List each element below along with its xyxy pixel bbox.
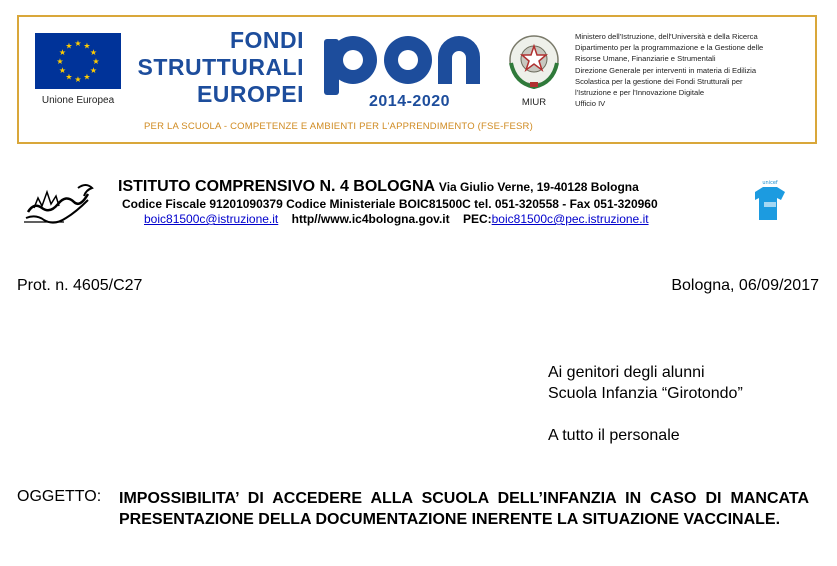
svg-text:★: ★: [83, 41, 91, 51]
ministry-line: Risorse Umane, Finanziarie e Strumentali: [575, 54, 716, 64]
svg-text:★: ★: [65, 72, 73, 82]
ministry-line: Dipartimento per la programmazione e la Gestione delle: [575, 43, 764, 53]
svg-text:★: ★: [58, 66, 67, 75]
subject-label: OGGETTO:: [17, 488, 102, 505]
ministry-line: l'Istruzione e per l'Innovazione Digitale: [575, 88, 705, 98]
school-codes: Codice Fiscale 91201090379 Codice Ministeriale BOIC81500C tel. 051-320558 - Fax 051-320960: [122, 197, 658, 211]
protocol-number: Prot. n. 4605/C27: [17, 277, 143, 294]
school-address: Via Giulio Verne, 19-40128 Bologna: [438, 180, 639, 194]
svg-text:★: ★: [89, 66, 98, 75]
recipient-line: Ai genitori degli alunni: [548, 364, 705, 381]
school-name-line: [118, 177, 730, 197]
svg-text:★: ★: [92, 57, 100, 66]
pon-logo: [322, 33, 492, 100]
school-name: ISTITUTO COMPRENSIVO N. 4 BOLOGNA: [118, 178, 435, 195]
ministry-description: [575, 31, 815, 109]
svg-text:★: ★: [83, 72, 91, 82]
svg-text:★: ★: [56, 57, 64, 66]
recipient-line: Scuola Infanzia “Girotondo”: [548, 385, 743, 402]
ministry-line: Scolastica per la gestione dei Fondi Strutturali per: [575, 76, 743, 86]
recipient-spacer: [548, 404, 743, 425]
subject-text: IMPOSSIBILITA’ DI ACCEDERE ALLA SCUOLA DELL’INFANZIA IN CASO DI MANCATA PRESENTAZIONE DELLA DOCUMENTAZIONE INERENTE LA SITUAZIONE VACCINALE.: [119, 490, 809, 528]
pon-banner: [17, 15, 817, 144]
eu-label: Unione Europea: [41, 95, 115, 106]
school-contacts: [118, 212, 730, 227]
fondi-line: STRUTTURALI: [137, 54, 304, 80]
school-email-link[interactable]: boic81500c@istruzione.it: [144, 212, 279, 226]
eu-flag-icon: [35, 33, 121, 89]
school-website: http//www.ic4bologna.gov.it: [291, 212, 450, 226]
fondi-line: EUROPEI: [196, 81, 304, 107]
pon-years: 2014-2020: [369, 93, 451, 110]
italian-republic-emblem-icon: [505, 31, 563, 96]
recipients-block: [548, 362, 743, 446]
school-logo-icon: [20, 178, 95, 231]
svg-text:★: ★: [74, 39, 82, 48]
fondi-strutturali-title: [134, 27, 304, 108]
unicef-tshirt-logo-icon: [745, 178, 795, 229]
svg-text:unicef: unicef: [762, 180, 778, 186]
ministry-line: Direzione Generale per interventi in materia di Edilizia: [575, 65, 757, 75]
svg-text:★: ★: [58, 48, 67, 57]
pon-tagline: PER LA SCUOLA - COMPETENZE E AMBIENTI PER L'APPRENDIMENTO (FSE-FESR): [144, 121, 533, 132]
pec-label: PEC:: [462, 212, 492, 226]
school-header: [118, 177, 730, 227]
ministry-line: Ministero dell'Istruzione, dell'Università e della Ricerca: [575, 32, 758, 41]
svg-text:★: ★: [65, 41, 73, 51]
miur-label: MIUR: [521, 97, 547, 108]
recipient-line: A tutto il personale: [548, 427, 680, 444]
fondi-line: FONDI: [229, 27, 304, 53]
svg-text:★: ★: [74, 75, 82, 84]
svg-text:★: ★: [89, 48, 98, 57]
letter-date: Bologna, 06/09/2017: [671, 277, 819, 294]
school-pec-link[interactable]: boic81500c@pec.istruzione.it: [491, 212, 649, 226]
ministry-line: Ufficio IV: [575, 99, 606, 109]
